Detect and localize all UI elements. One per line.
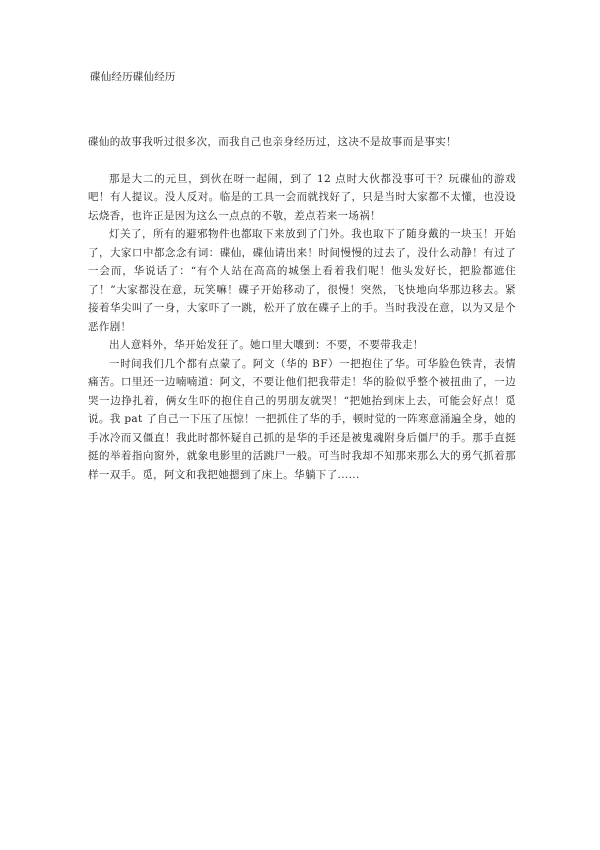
document-body (88, 133, 516, 484)
story-paragraph: 那是大二的元旦，到伙在呀一起闹，到了 12 点时大伙都没事可干？玩碟仙的游戏吧！有人提议。没人反对。临是的工具一会而就找好了，只是当时大家都不太懂，也没设坛烧香，也许正是因为这么一点点的不敬，差点若来一场祸！ (88, 172, 516, 222)
intro-paragraph: 碟仙的故事我听过很多次，而我自己也亲身经历过，这决不是故事而是事实！ (88, 136, 457, 148)
story-paragraph: 出人意料外，华开始发狂了。她口里大嚷到：不要，不要带我走！ (109, 339, 424, 351)
story-paragraph: 灯关了，所有的避邪物件也都取下来放到了门外。我也取下了随身戴的一块玉！开始了，大家口中都念念有词：碟仙，碟仙请出来！时间慢慢的过去了，没什么动静！有过了一会而，华说话了：“有个人站在高高的城堡上看着我们呢！他头发好长，把脸都遮住了！”大家都没在意，玩笑嘛！碟子开始移动了，很慢！突然，飞快地向华那边移去。紧接着华尖叫了一身，大家吓了一跳，松开了放在碟子上的手。当时我没在意，以为又是个恶作剧！ (88, 228, 516, 333)
story-paragraph: 一时间我们几个都有点蒙了。阿文（华的 BF）一把抱住了华。可华脸色铁青，表情痛苦。口里还一边喃喃道：阿文，不要让他们把我带走！华的脸似乎整个被扭曲了，一边哭一边挣扎着，俩女生吓的抱住自己的男朋友就哭！“把她抬到床上去，可能会好点！觅说。我 pat 了自己一下压了压惊！一把抓住了华的手，顿时觉的一阵寒意涌遍全身，她的手冰冷而又僵直！我此时都怀疑自己抓的是华的手还是被鬼魂附身后僵尸的手。那手直挺挺的举着指向窗外，就象电影里的活跳尸一般。可当时我却不知那来那么大的勇气抓着那样一双手。觅，阿文和我把她摁到了床上。华躺下了...... (88, 357, 516, 481)
document-title: 碟仙经历碟仙经历 (90, 71, 176, 83)
